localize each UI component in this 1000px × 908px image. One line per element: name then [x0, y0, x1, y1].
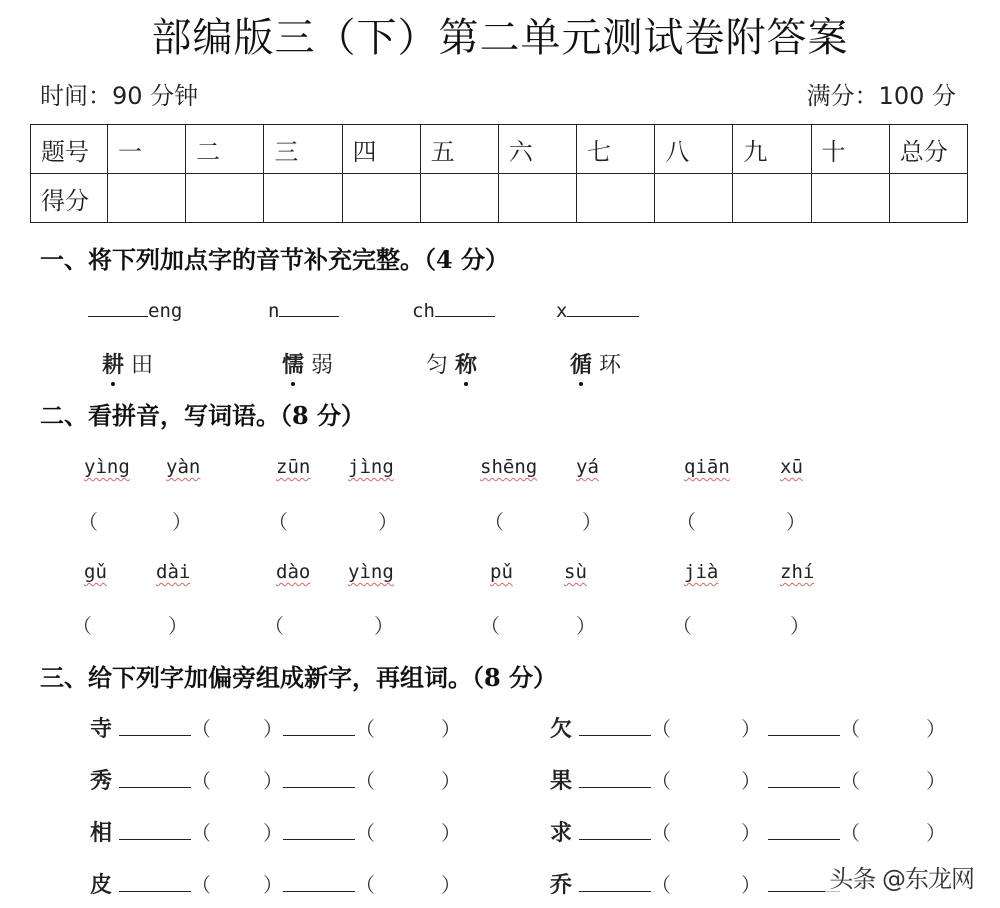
radical-item — [550, 868, 840, 899]
full-score: 满分：100 分 — [806, 82, 956, 110]
word-bracket-close: ） — [263, 769, 284, 793]
pinyin: dài — [156, 561, 191, 583]
pinyin: gǔ — [84, 561, 107, 583]
score-cell[interactable] — [577, 174, 655, 223]
col-header: 一 — [108, 125, 186, 174]
base-char: 皮 — [90, 873, 113, 898]
word-bracket-open: （ — [840, 717, 861, 741]
word-bracket-close: ） — [741, 769, 762, 793]
answer-bracket-open[interactable]: （ — [676, 510, 696, 534]
score-row — [31, 174, 968, 223]
col-header: 五 — [420, 125, 498, 174]
new-char-blank[interactable] — [119, 819, 191, 840]
dotted-char: 称 — [455, 352, 478, 378]
watermark: 头条 @东龙网 — [825, 859, 978, 894]
word-bracket-close: ） — [741, 873, 762, 897]
pinyin: yìng — [348, 561, 394, 583]
col-header: 三 — [264, 125, 342, 174]
word-bracket-close: ） — [441, 769, 462, 793]
pinyin: yìng — [84, 456, 130, 478]
word-bracket-close: ） — [926, 769, 947, 793]
answer-bracket-close[interactable]: ） — [576, 614, 596, 638]
row-header-question: 题号 — [31, 125, 108, 174]
word-bracket-open: （ — [191, 769, 212, 793]
base-char: 欠 — [550, 717, 573, 742]
syllable-blank-1 — [88, 300, 182, 322]
radical-item — [550, 816, 946, 847]
col-header: 九 — [733, 125, 811, 174]
score-cell[interactable] — [186, 174, 264, 223]
new-char-blank[interactable] — [283, 767, 355, 788]
answer-blank[interactable] — [279, 315, 339, 317]
word-bracket-close: ） — [441, 873, 462, 897]
new-char-blank[interactable] — [579, 715, 651, 736]
pinyin: xū — [780, 456, 803, 478]
base-char: 秀 — [90, 769, 113, 794]
score-cell-total[interactable] — [889, 174, 967, 223]
word-bracket-open: （ — [355, 873, 376, 897]
word-bracket-open: （ — [191, 821, 212, 845]
pinyin: jìng — [348, 456, 394, 478]
answer-bracket-close[interactable]: ） — [582, 510, 602, 534]
dotted-char: 懦 — [282, 352, 305, 378]
col-header: 六 — [498, 125, 576, 174]
col-header-total: 总分 — [889, 125, 967, 174]
word-bracket-close: ） — [741, 821, 762, 845]
score-cell[interactable] — [811, 174, 889, 223]
answer-bracket-close[interactable]: ） — [790, 614, 810, 638]
row-header-score: 得分 — [31, 174, 108, 223]
answer-bracket-open[interactable]: （ — [268, 510, 288, 534]
radical-item — [90, 816, 461, 847]
radical-item — [550, 712, 946, 743]
syllable-prefix: x — [556, 300, 568, 322]
new-char-blank[interactable] — [768, 819, 840, 840]
answer-bracket-open[interactable]: （ — [264, 614, 284, 638]
word-bracket-open: （ — [191, 717, 212, 741]
syllable-blank-2 — [268, 300, 339, 322]
base-char: 求 — [550, 821, 573, 846]
section1-heading: 一、将下列加点字的音节补充完整。（4 分） — [40, 245, 510, 274]
radical-item — [90, 868, 461, 899]
dotted-char: 循 — [570, 352, 593, 378]
base-char: 果 — [550, 769, 573, 794]
plain-char: 弱 — [311, 353, 334, 378]
new-char-blank[interactable] — [768, 715, 840, 736]
new-char-blank[interactable] — [579, 819, 651, 840]
col-header: 二 — [186, 125, 264, 174]
exam-time: 时间：90 分钟 — [40, 82, 199, 110]
score-cell[interactable] — [342, 174, 420, 223]
syllable-prefix: ch — [412, 300, 435, 322]
syllable-blank-4 — [556, 300, 639, 322]
word-bracket-open: （ — [355, 717, 376, 741]
pinyin: zhí — [780, 561, 815, 583]
new-char-blank[interactable] — [119, 871, 191, 892]
score-cell[interactable] — [264, 174, 342, 223]
score-cell[interactable] — [655, 174, 733, 223]
word-bracket-close: ） — [926, 821, 947, 845]
score-cell[interactable] — [498, 174, 576, 223]
answer-bracket-close[interactable]: ） — [786, 510, 806, 534]
word-bracket-open: （ — [355, 821, 376, 845]
word-gengtian — [102, 348, 153, 379]
col-header: 四 — [342, 125, 420, 174]
dotted-char: 耕 — [102, 352, 125, 378]
answer-bracket-close[interactable]: ） — [172, 510, 192, 534]
pinyin: yá — [576, 456, 599, 478]
col-header: 七 — [577, 125, 655, 174]
answer-bracket-open[interactable]: （ — [480, 614, 500, 638]
base-char: 乔 — [550, 873, 573, 898]
new-char-blank[interactable] — [283, 819, 355, 840]
answer-blank[interactable] — [567, 315, 639, 317]
radical-item — [90, 712, 461, 743]
new-char-blank[interactable] — [119, 767, 191, 788]
new-char-blank[interactable] — [283, 871, 355, 892]
word-nuoruo — [282, 348, 333, 379]
plain-char: 匀 — [426, 353, 449, 378]
word-bracket-open: （ — [840, 769, 861, 793]
pinyin: zūn — [276, 456, 311, 478]
word-bracket-open: （ — [840, 821, 861, 845]
section2-heading: 二、看拼音，写词语。（8 分） — [40, 401, 366, 430]
pinyin: yàn — [166, 456, 201, 478]
word-xunhuan — [570, 348, 621, 379]
word-bracket-open: （ — [651, 717, 672, 741]
word-bracket-open: （ — [191, 873, 212, 897]
word-bracket-close: ） — [926, 717, 947, 741]
word-bracket-close: ） — [263, 873, 284, 897]
document-title: 部编版三（下）第二单元测试卷附答案 — [151, 15, 849, 61]
question-number-row — [31, 125, 968, 174]
plain-char: 环 — [599, 353, 622, 378]
new-char-blank[interactable] — [579, 871, 651, 892]
score-table — [30, 124, 968, 223]
syllable-suffix: eng — [148, 300, 183, 322]
answer-bracket-close[interactable]: ） — [374, 614, 394, 638]
answer-bracket-open[interactable]: （ — [672, 614, 692, 638]
score-cell[interactable] — [420, 174, 498, 223]
word-bracket-close: ） — [441, 717, 462, 741]
word-bracket-open: （ — [651, 873, 672, 897]
answer-bracket-open[interactable]: （ — [484, 510, 504, 534]
word-bracket-open: （ — [651, 769, 672, 793]
word-bracket-close: ） — [263, 717, 284, 741]
syllable-prefix: n — [268, 300, 280, 322]
pinyin: dào — [276, 561, 311, 583]
answer-bracket-open[interactable]: （ — [78, 510, 98, 534]
answer-bracket-open[interactable]: （ — [72, 614, 92, 638]
answer-bracket-close[interactable]: ） — [378, 510, 398, 534]
answer-blank[interactable] — [435, 315, 495, 317]
answer-blank[interactable] — [88, 315, 148, 317]
pinyin: shēng — [480, 456, 538, 478]
radical-item — [550, 764, 946, 795]
base-char: 寺 — [90, 717, 113, 742]
new-char-blank[interactable] — [283, 715, 355, 736]
col-header: 八 — [655, 125, 733, 174]
word-bracket-close: ） — [263, 821, 284, 845]
answer-bracket-close[interactable]: ） — [168, 614, 188, 638]
word-bracket-open: （ — [651, 821, 672, 845]
pinyin: pǔ — [490, 561, 513, 583]
pinyin: qiān — [684, 456, 730, 478]
radical-item — [90, 764, 461, 795]
pinyin: sù — [564, 561, 587, 583]
word-yuncheng — [426, 348, 477, 379]
score-cell[interactable] — [108, 174, 186, 223]
word-bracket-close: ） — [441, 821, 462, 845]
word-bracket-open: （ — [355, 769, 376, 793]
pinyin: jià — [684, 561, 719, 583]
syllable-blank-3 — [412, 300, 495, 322]
new-char-blank[interactable] — [579, 767, 651, 788]
base-char: 相 — [90, 821, 113, 846]
score-cell[interactable] — [733, 174, 811, 223]
word-bracket-close: ） — [741, 717, 762, 741]
col-header: 十 — [811, 125, 889, 174]
plain-char: 田 — [131, 353, 154, 378]
new-char-blank[interactable] — [768, 767, 840, 788]
section3-heading: 三、给下列字加偏旁组成新字，再组词。（8 分） — [40, 663, 558, 692]
new-char-blank[interactable] — [119, 715, 191, 736]
